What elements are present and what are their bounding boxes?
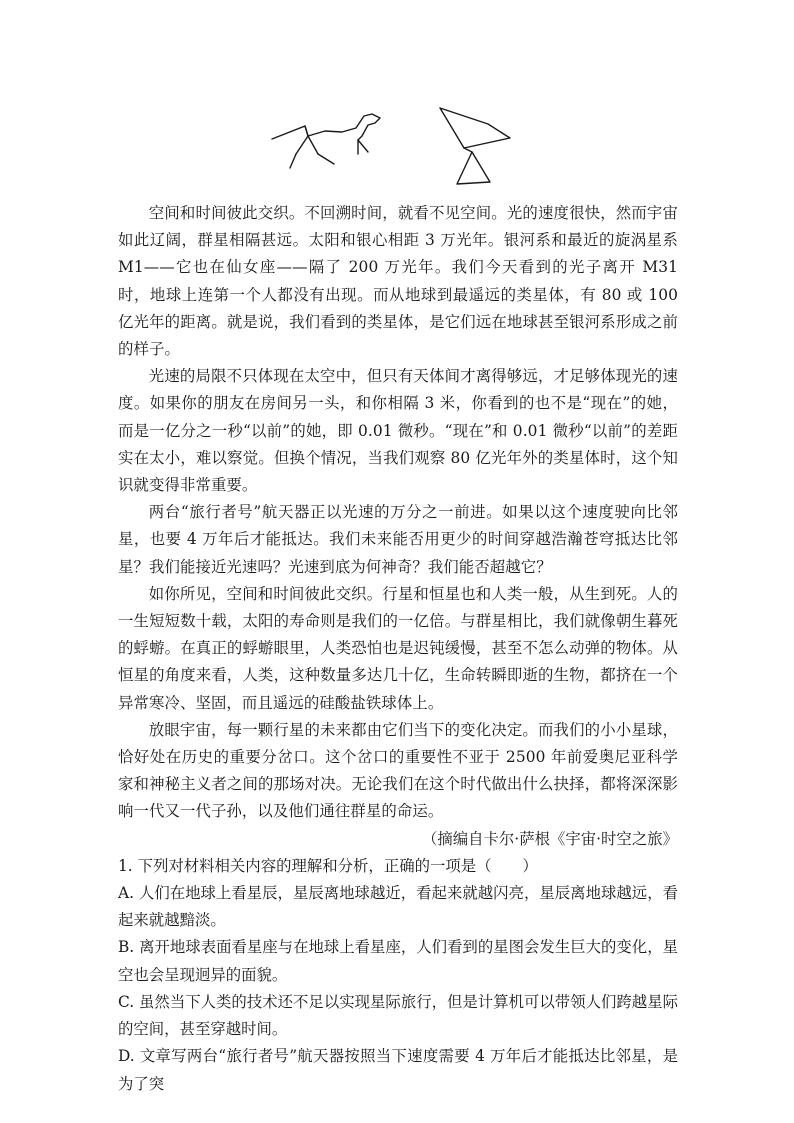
question-stem: 1. 下列对材料相关内容的理解和分析，正确的一项是（ ） xyxy=(118,856,538,875)
paragraph-4: 如你所见，空间和时间彼此交织。行星和恒星也和人类一般，从生到死。人的一生短短数十载，太阳的寿命则是我们的一亿倍。与群星相比，我们就像朝生暮死的蜉蝣。在真正的蜉蝣眼里，人类恐怕也是迟钝缓慢，甚至不怎么动弹的物体。从恒星的角度来看，人类，这种数量多达几十亿，生命转瞬即逝的生物，都挤在一个异常寒冷、坚固，而且遥远的硅酸盐铁球体上。 xyxy=(118,584,678,712)
paragraph-3: 两台“旅行者号”航天器正以光速的万分之一前进。如果以这个速度驶向比邻星，也要 4 万年后才能抵达。我们未来能否用更少的时间穿越浩瀚苍穹抵达比邻星？我们能接近光速吗？光速到底为何神奇？我们能否超越它？ xyxy=(118,503,678,576)
option-a: A. 人们在地球上看星辰，星辰离地球越近，看起来就越闪亮，星辰离地球越远，看起来就越黯淡。 xyxy=(118,884,678,930)
paragraph-2: 光速的局限不只体现在太空中，但只有天体间才离得够远，才足够体现光的速度。如果你的朋友在房间另一头，和你相隔 3 米，你看到的也不是“现在”的她，而是一亿分之一秒“以前”的她，即 0.01 微秒。“现在”和 0.01 微秒“以前”的差距实在太小，难以察觉。但换个情况，当我们观察 80 亿光年外的类星体时，这个知识就变得非常重要。 xyxy=(118,367,678,495)
option-d: D. 文章写两台“旅行者号”航天器按照当下速度需要 4 万年后才能抵达比邻星，是为了突 xyxy=(118,1047,678,1093)
option-c: C. 虽然当下人类的技术还不足以实现星际旅行，但是计算机可以带领人们跨越星际的空间，甚至穿越时间。 xyxy=(118,992,678,1039)
option-b: B. 离开地球表面看星座与在地球上看星座，人们看到的星图会发生巨大的变化，星空也会呈现迥异的面貌。 xyxy=(118,938,678,984)
article-body xyxy=(118,200,678,1098)
kite-constellation-icon xyxy=(440,108,510,184)
horse-constellation-icon xyxy=(272,114,380,168)
constellation-figure xyxy=(260,96,530,196)
source-citation: （摘编自卡尔·萨根《宇宙·时空之旅》 xyxy=(421,829,678,848)
paragraph-5: 放眼宇宙，每一颗行星的未来都由它们当下的变化决定。而我们的小小星球，恰好处在历史的重要分岔口。这个岔口的重要性不亚于 2500 年前爱奥尼亚科学家和神秘主义者之间的那场对决。无论我们在这个时代做出什么抉择，都将深深影响一代又一代子孙，以及他们通往群星的命运。 xyxy=(118,720,678,821)
paragraph-1: 空间和时间彼此交织。不回溯时间，就看不见空间。光的速度很快，然而宇宙如此辽阔，群星相隔甚远。太阳和银心相距 3 万光年。银河系和最近的旋涡星系 M1——它也在仙女座——隔了 200 万光年。我们今天看到的光子离开 M31 时，地球上连第一个人都没有出现。而从地球到最遥远的类星体，有 80 或 100 亿光年的距离。就是说，我们看到的类星体，是它们远在地球甚至银河系形成之前的样子。 xyxy=(118,204,678,359)
